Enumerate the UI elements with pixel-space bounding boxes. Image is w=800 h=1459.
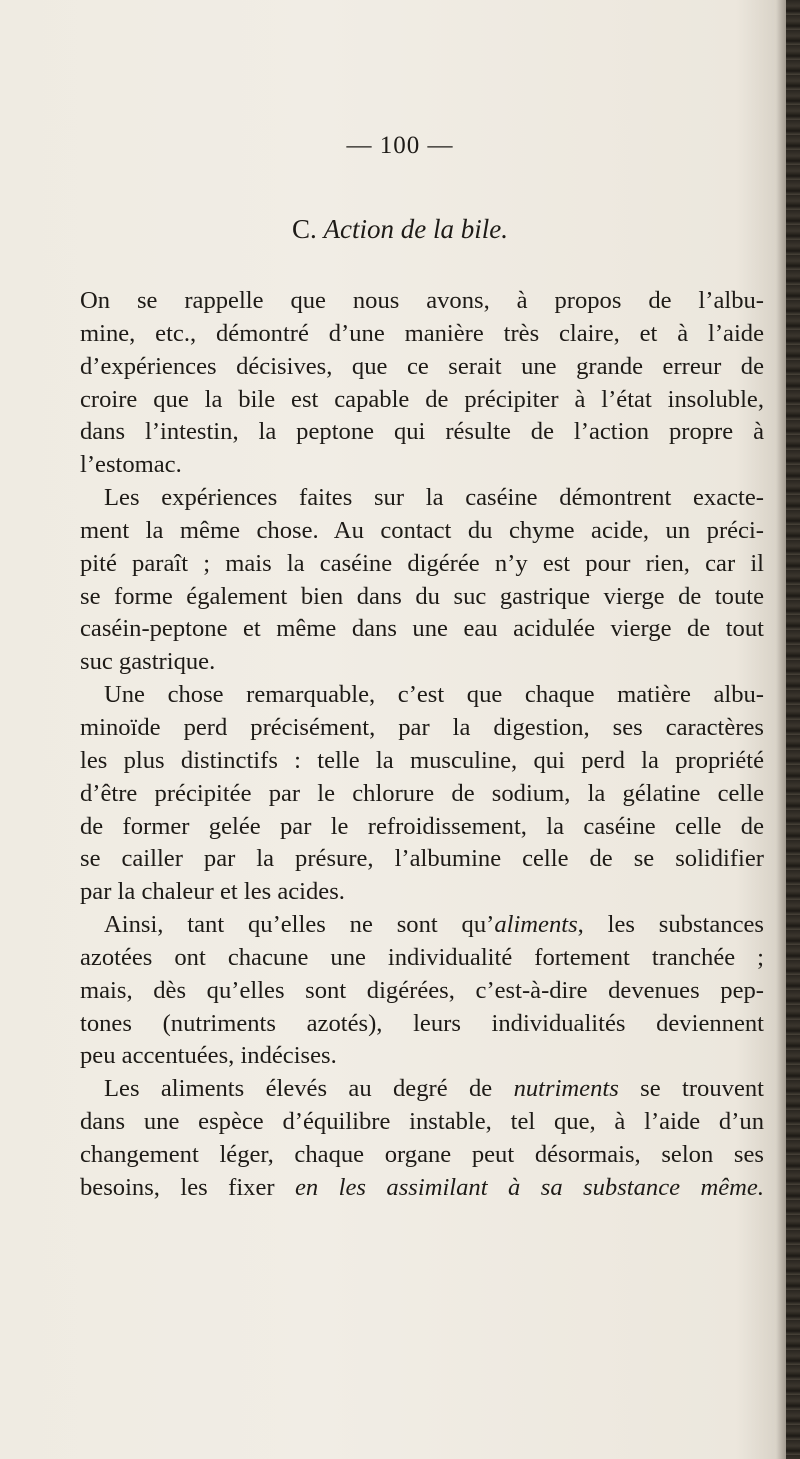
text-line [80, 1040, 764, 1073]
text-run: mais, dès qu’elles sont digérées, c’est-à-dire devenues pep- [80, 976, 764, 1004]
text-run: minoïde perd précisément, par la digestion, ses caractères [80, 713, 764, 741]
text-line [80, 1008, 764, 1041]
text-line [80, 581, 764, 614]
text-line [80, 1106, 764, 1139]
text-run: Les expériences faites sur la caséine démontrent exacte- [104, 484, 764, 512]
text-run: caséin-peptone et même dans une eau acidulée vierge de tout [80, 615, 764, 643]
text-line [80, 1073, 764, 1106]
text-line [80, 975, 764, 1008]
text-line [80, 548, 764, 581]
italic-text: en les assimilant à sa substance même. [295, 1173, 764, 1201]
text-line [80, 745, 764, 778]
text-run: l’estomac. [80, 451, 182, 479]
text-run: Les aliments élevés au degré de [104, 1075, 514, 1103]
body-text [80, 285, 764, 1205]
text-run: d’être précipitée par le chlorure de sodium, la gélatine celle [80, 779, 764, 807]
italic-text: nutriments [513, 1075, 619, 1103]
text-run: Ainsi, tant qu’elles ne sont qu’ [104, 911, 495, 939]
text-line [80, 285, 764, 318]
text-line [80, 679, 764, 712]
text-run: mine, etc., démontré d’une manière très claire, et à l’aide [80, 319, 764, 347]
text-run: croire que la bile est capable de précipiter à l’état insoluble, [80, 385, 764, 413]
text-line [80, 416, 764, 449]
text-line [80, 843, 764, 876]
text-run: azotées ont chacune une individualité fortement tranchée ; [80, 943, 764, 971]
text-run: tones (nutriments azotés), leurs individualités deviennent [80, 1009, 764, 1037]
text-line [80, 384, 764, 417]
text-run: se forme également bien dans du suc gastrique vierge de toute [80, 582, 764, 610]
text-run: d’expériences décisives, que ce serait une grande erreur de [80, 352, 764, 380]
italic-text: aliments [494, 911, 578, 939]
page-number: — 100 — [346, 132, 454, 159]
text-run: Une chose remarquable, c’est que chaque matière albu- [104, 681, 764, 709]
text-line [80, 811, 764, 844]
text-run: peu accentuées, indécises. [80, 1042, 337, 1070]
text-run: se trouvent [618, 1075, 764, 1103]
text-line [80, 876, 764, 909]
text-run: On se rappelle que nous avons, à propos de l’albu- [80, 287, 764, 314]
text-line [80, 942, 764, 975]
section-title: Action de la bile. [323, 214, 508, 244]
text-line [80, 646, 764, 679]
section-heading [0, 214, 800, 245]
text-line [80, 449, 764, 482]
text-run: les plus distinctifs : telle la musculine, qui perd la propriété [80, 746, 764, 774]
text-run: dans une espèce d’équilibre instable, tel que, à l’aide d’un [80, 1108, 764, 1136]
text-line [80, 482, 764, 515]
text-line [80, 909, 764, 942]
text-run: se cailler par la présure, l’albumine celle de se solidifier [80, 845, 764, 873]
text-run: de former gelée par le refroidissement, la caséine celle de [80, 812, 764, 840]
text-run: , les substances [577, 911, 764, 939]
text-run: besoins, les fixer [80, 1173, 296, 1201]
section-letter: C. [292, 214, 317, 244]
text-run: suc gastrique. [80, 648, 216, 676]
text-run: par la chaleur et les acides. [80, 878, 345, 906]
text-line [80, 515, 764, 548]
text-line [80, 778, 764, 811]
text-line [80, 351, 764, 384]
text-line [80, 1139, 764, 1172]
text-run: pité paraît ; mais la caséine digérée n’y est pour rien, car il [80, 549, 764, 577]
text-line [80, 318, 764, 351]
text-line [80, 712, 764, 745]
text-line [80, 613, 764, 646]
text-run: changement léger, chaque organe peut désormais, selon ses [80, 1140, 764, 1168]
text-run: ment la même chose. Au contact du chyme acide, un préci- [80, 516, 764, 544]
text-run: dans l’intestin, la peptone qui résulte de l’action propre à [80, 418, 764, 446]
text-line [80, 1172, 764, 1205]
